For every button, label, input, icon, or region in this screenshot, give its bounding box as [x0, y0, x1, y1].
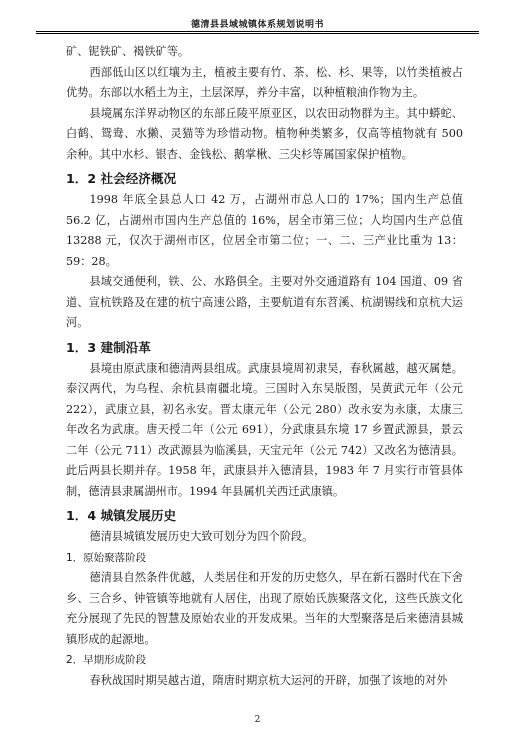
page-number: 2: [254, 715, 261, 725]
header-rule-double: [36, 33, 479, 34]
section-heading-1-4: 1．4 城镇发展历史: [66, 508, 177, 523]
paragraph-continued: 矿、铌铁矿、褐铁矿等。: [66, 45, 190, 58]
subheading-stage-1: 1．原始聚落阶段: [66, 551, 147, 564]
section-heading-1-3: 1．3 建制沿革: [66, 339, 151, 355]
paragraph-fauna: 县境属东洋界动物区的东部丘陵平原亚区，以农田动物群为主。其中蟒蛇、白鹤、鸳鸯、水獭、灵猫等为珍惜动物。植物种类繁多，仅高等植物就有 500 余种。其中水杉、银杏、金钱松、鹅掌楸、三尖杉等属国家保护植物。: [66, 106, 463, 161]
paragraph-stage-1: 德清县自然条件优越，人类居住和开发的历史悠久，早在新石器时代在下舍乡、三合乡、钟管镇等地就有人居住，出现了原始氏族聚落文化，这些氏族文化充分展现了先民的智慧及原始农业的开发成果。当年的大型聚落是后来德清县城镇形成的起源地。: [66, 571, 463, 646]
paragraph-economy: 1998 年底全县总人口 42 万，占湖州市总人口的 17%；国内生产总值 56.2 亿，占湖州市国内生产总值的 16%，居全市第三位；人均国内生产总值 13288 元，仅次于湖州市区，位居全市第二位；一、二、三产业比重为 13：59：28。: [66, 193, 463, 268]
paragraph-transport: 县域交通便利，铁、公、水路俱全。主要对外交通道路有 104 国道、09 省道、宣杭铁路及在建的杭宁高速公路，主要航道有东苕溪、杭湖锡线和京杭大运河。: [66, 275, 463, 329]
subheading-stage-2: 2．早期形成阶段: [66, 654, 147, 666]
paragraph-history-admin: 县境由原武康和德清两县组成。武康县境周初隶吴，春秋属越，越灭属楚。泰汉两代，为乌程、余杭县南疆北境。三国时入东吴版图，吴黄武元年（公元 222），武康立县，初名永安。晋太康元年（公元 280）改永安为永康，太康三年改名为武康。唐天授二年（公元 691），分武康县东境 17 乡置武源县，景云二年（公元 711）改武源县为临溪县，天宝元年（公元 742）又改名为德清县。此后两县长期并存。1958 年，武康县并入德清县，1983 年 7 月实行市管县体制，德清县隶属湖州市。1994 年县属机关西迁武康镇。: [66, 361, 463, 498]
running-header: 德清县县域城镇体系规划说明书: [190, 20, 324, 30]
section-heading-1-2: 1．2 社会经济概况: [66, 171, 177, 186]
header-rule: [36, 31, 479, 32]
paragraph-vegetation: 西部低山区以红壤为主，植被主要有竹、茶、松、杉、果等，以竹类植被占优势。东部以水稻土为主，土层深厚，养分丰富，以种植粮油作物为主。: [66, 65, 463, 99]
body-content: [66, 42, 463, 691]
paragraph-stages-intro: 德清县城镇发展历史大致可划分为四个阶段。: [89, 530, 314, 543]
paragraph-stage-2: 春秋战国时期吴越古道，隋唐时期京杭大运河的开辟，加强了该地的对外: [89, 673, 448, 687]
